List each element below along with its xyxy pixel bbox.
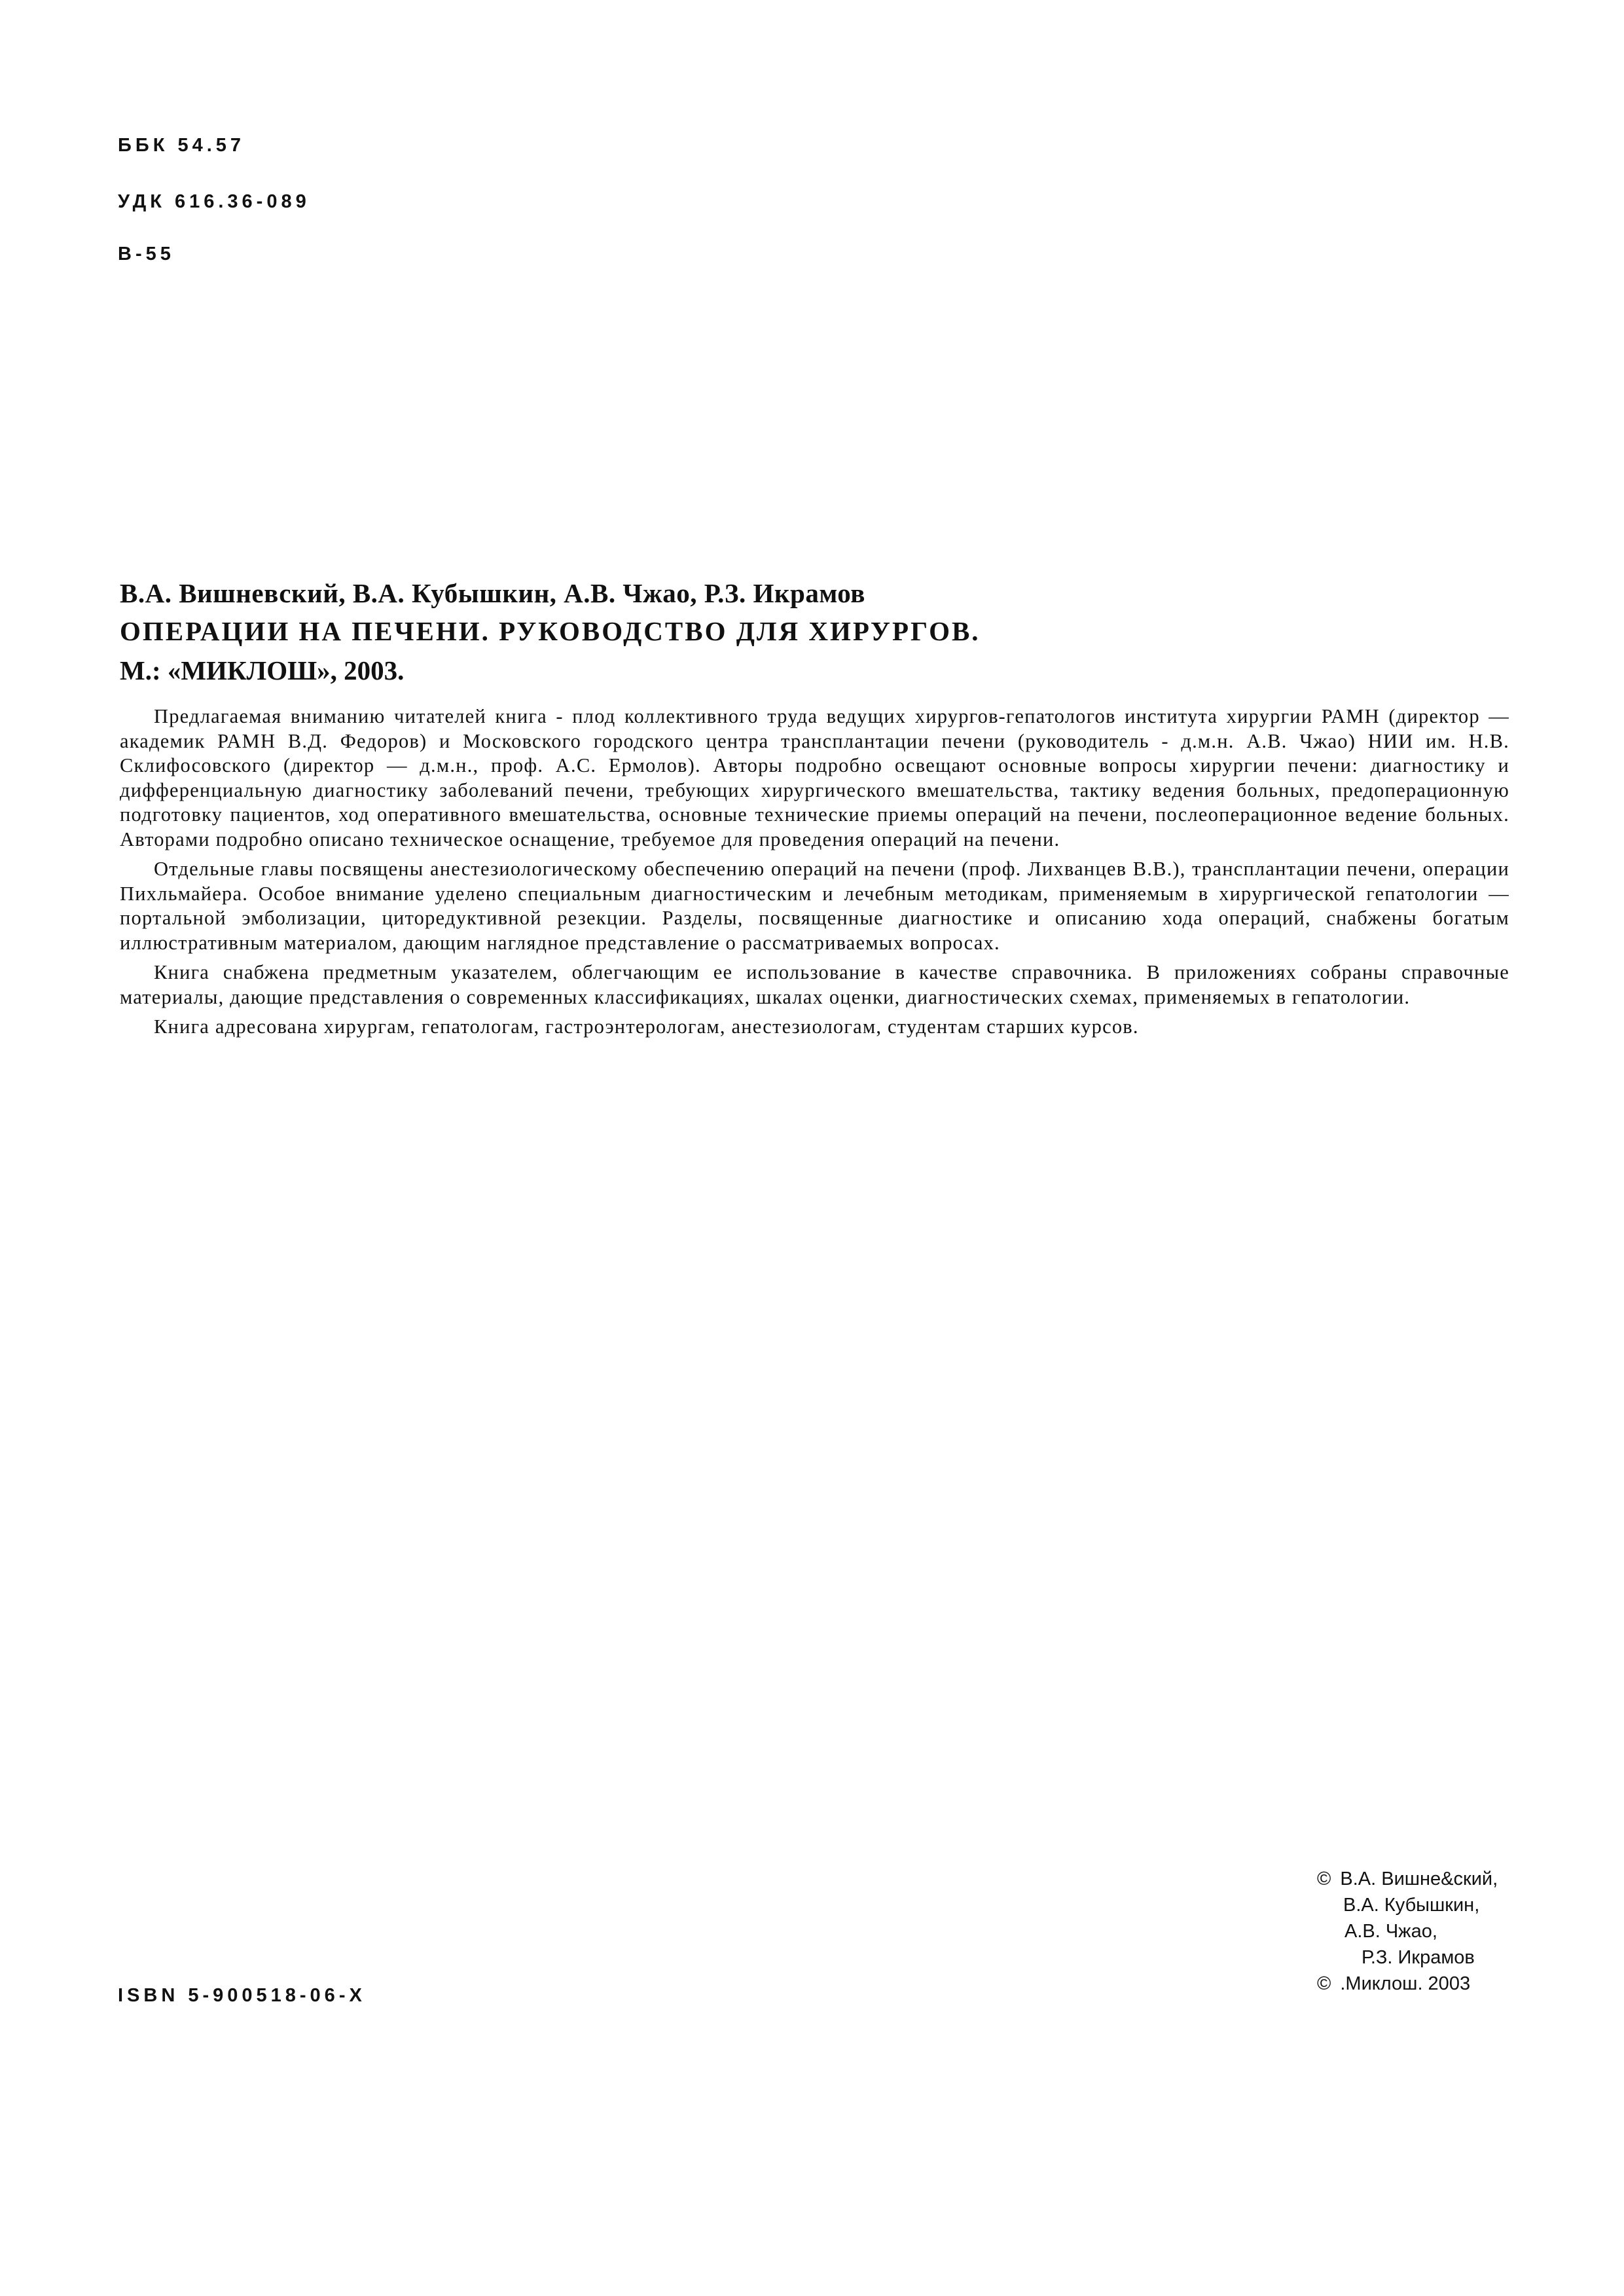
bbk-code: ББК 54.57	[118, 135, 245, 156]
copyright-author-4: Р.З. Икрамов	[1362, 1947, 1475, 1968]
udk-code: УДК 616.36-089	[118, 191, 310, 212]
abstract-paragraph-4: Книга адресована хирургам, гепатологам, гастроэнтерологам, анестезиологам, студентам старших курсов.	[154, 1015, 1139, 1038]
copyright-symbol: ©	[1317, 1868, 1331, 1889]
copyright-publisher-line	[1317, 1971, 1553, 1997]
copyright-authors-line-1	[1317, 1866, 1553, 1892]
book-publisher: М.: «МИКЛОШ», 2003.	[120, 655, 405, 685]
abstract-paragraph-3: Книга снабжена предметным указателем, облегчающим ее использование в качестве справочника. В приложениях собраны справочные материалы, дающие представления о современных классификациях, шкалах оценки, диагностических схемах, применяемых в гепатологии.	[120, 961, 1509, 1008]
copyright-publisher: .Миклош. 2003	[1340, 1973, 1471, 1994]
abstract-paragraph-2: Отдельные главы посвящены анестезиологическому обеспечению операций на печени (проф. Лихванцев В.В.), трансплантации печени, операции Пихльмайера. Особое внимание уделено специальным диагностическим и лечебным методикам, применяемым в хирургической гепатологии — портальной эмболизации, циторедуктивной резекции. Разделы, посвященные диагностике и описанию хода операций, снабжены богатым иллюстративным материалом, дающим наглядное представление о рассматриваемых вопросах.	[120, 858, 1509, 954]
book-title: ОПЕРАЦИИ НА ПЕЧЕНИ. РУКОВОДСТВО ДЛЯ ХИРУРГОВ.	[120, 616, 981, 646]
copyright-block	[1317, 1866, 1553, 1997]
author-index-code: В-55	[118, 244, 175, 264]
isbn-number: ISBN 5-900518-06-X	[118, 1985, 366, 2006]
copyright-author-1: В.А. Вишне&ский,	[1340, 1868, 1498, 1889]
book-abstract	[120, 704, 1509, 1045]
copyright-symbol: ©	[1317, 1973, 1331, 1994]
copyright-author-2: В.А. Кубышкин,	[1343, 1895, 1480, 1916]
book-authors: В.А. Вишневский, В.А. Кубышкин, А.В. Чжао, Р.З. Икрамов	[120, 578, 865, 608]
copyright-author-3: А.В. Чжао,	[1344, 1921, 1437, 1942]
abstract-paragraph-1: Предлагаемая вниманию читателей книга - плод коллективного труда ведущих хирургов-гепатологов института хирургии РАМН (директор — академик РАМН В.Д. Федоров) и Московского городского центра трансплантации печени (руководитель - д.м.н. А.В. Чжао) НИИ им. Н.В. Склифосовского (директор — д.м.н., проф. А.С. Ермолов). Авторы подробно освещают основные вопросы хирургии печени: диагностику и дифференциальную диагностику заболеваний печени, требующих хирургического вмешательства, тактику ведения больных, предоперационную подготовку пациентов, ход оперативного вмешательства, основные технические приемы операций на печени, послеоперационное ведение больных. Авторами подробно описано техническое оснащение, требуемое для проведения операций на печени.	[120, 705, 1509, 850]
